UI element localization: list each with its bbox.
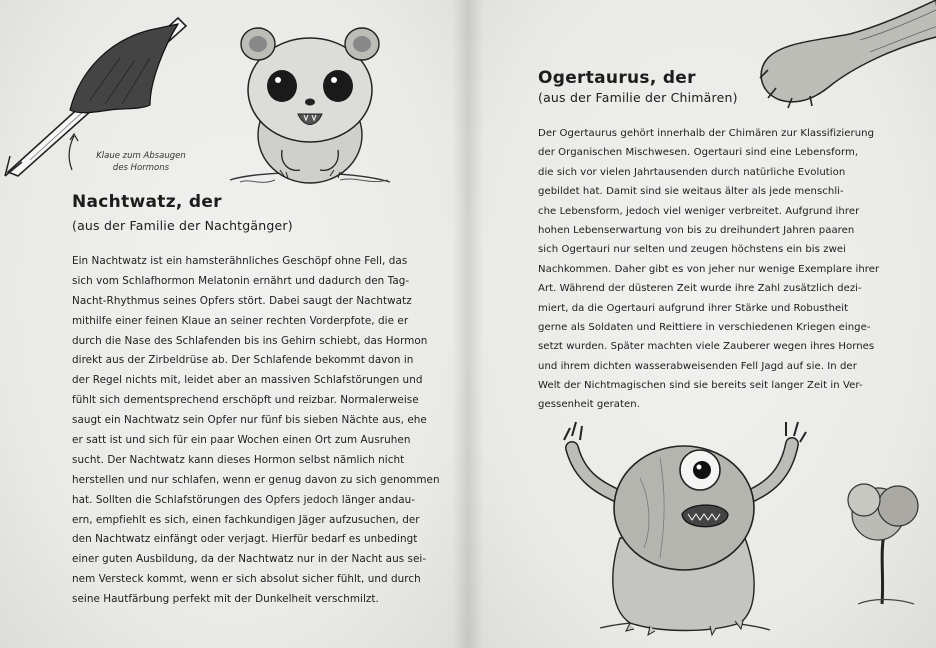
text-line: direkt aus der Zirbeldrüse ab. Der Schlafende bekommt davon in (72, 354, 414, 367)
illustration-caption: Klaue zum Absaugen des Hormons (96, 151, 186, 173)
paw-illustration (740, 0, 936, 110)
text-line: Ein Nachtwatz ist ein hamsterähnliches Geschöpf ohne Fell, das (72, 255, 408, 267)
text-line: saugt ein Nachtwatz sein Opfer nur fünf bis sieben Nächte aus, ehe (72, 414, 427, 427)
nachtwatz-illustration (220, 20, 400, 190)
ogertaurus-illustration (560, 418, 800, 648)
text-line: setzt wurden. Später machten viele Zauberer wegen ihres Hornes (538, 341, 875, 353)
text-line: der Organischen Mischwesen. Ogertauri sind eine Lebensform, (538, 147, 859, 159)
entry-subtitle-nachtwatz: (aus der Familie der Nachtgänger) (72, 218, 293, 233)
text-line: herstellen und nur schlafen, wenn er genug davon zu sich genommen (72, 473, 440, 486)
entry-body-nachtwatz (72, 252, 440, 610)
text-line: Welt der Nichtmagischen sind sie bereits seit langer Zeit in Ver- (538, 380, 863, 392)
text-line: che Lebensform, jedoch viel weniger verbreitet. Aufgrund ihrer (538, 205, 860, 217)
text-line: er satt ist und sich für ein paar Wochen einen Ort zum Ausruhen (72, 434, 411, 447)
text-line: fühlt sich dementsprechend erschöpft und reizbar. Normalerweise (72, 394, 419, 407)
text-line: ern, empfiehlt es sich, einen fachkundigen Jäger aufzusuchen, der (72, 513, 420, 526)
text-line: sich Ogertauri nur selten und zeugen höchstens ein bis zwei (538, 244, 846, 256)
text-line: mithilfe einer feinen Klaue an seiner rechten Vorderpfote, die er (72, 314, 409, 327)
text-line: gessenheit geraten. (538, 399, 640, 411)
text-line: gerne als Soldaten und Reittiere in verschiedenen Kriegen einge- (538, 321, 871, 333)
text-line: die sich vor vielen Jahrtausenden durch natürliche Evolution (538, 166, 846, 178)
entry-subtitle-ogertaurus: (aus der Familie der Chimären) (538, 90, 738, 105)
text-line: nem Versteck kommt, wenn er sich absolut sicher fühlt, und durch (72, 573, 421, 586)
text-line: hohen Lebenserwartung von bis zu dreihundert Jahren paaren (538, 224, 855, 236)
text-line: Nacht-Rhythmus seines Opfers stört. Dabei saugt der Nachtwatz (72, 294, 412, 307)
text-line: gebildet hat. Damit sind sie weitaus älter als jede menschli- (538, 186, 844, 198)
text-line: den Nachtwatz einfängt oder verjagt. Hierfür bedarf es unbedingt (72, 533, 418, 546)
entry-body-ogertaurus (538, 124, 879, 415)
entry-title-nachtwatz: Nachtwatz, der (72, 192, 222, 212)
tree-illustration (838, 476, 928, 606)
text-line: Art. Während der düsteren Zeit wurde ihre Zahl zusätzlich dezi- (538, 283, 862, 295)
text-line: durch die Nase des Schlafenden bis ins Gehirn schiebt, das Hormon (72, 334, 428, 347)
text-line: und ihrem dichten wasserabweisenden Fell Jagd auf sie. In der (538, 360, 857, 372)
text-line: hat. Sollten die Schlafstörungen des Opfers jedoch länger andau- (72, 493, 416, 506)
text-line: sucht. Der Nachtwatz kann dieses Hormon selbst nämlich nicht (72, 453, 405, 466)
text-line: einer guten Ausbildung, da der Nachtwatz nur in der Nacht aus sei- (72, 553, 427, 566)
text-line: der Regel nichts mit, leidet aber an massiven Schlafstörungen und (72, 374, 423, 387)
text-line: seine Hautfärbung perfekt mit der Dunkelheit verschmilzt. (72, 593, 379, 606)
text-line: Nachkommen. Daher gibt es von jeher nur wenige Exemplare ihrer (538, 263, 880, 275)
text-line: miert, da die Ogertauri aufgrund ihrer Stärke und Robustheit (538, 302, 849, 314)
entry-title-ogertaurus: Ogertaurus, der (538, 68, 696, 88)
text-line: sich vom Schlafhormon Melatonin ernährt und dadurch den Tag- (72, 274, 410, 287)
text-line: Der Ogertaurus gehört innerhalb der Chimären zur Klassifizierung (538, 128, 875, 139)
book-gutter (452, 0, 484, 648)
